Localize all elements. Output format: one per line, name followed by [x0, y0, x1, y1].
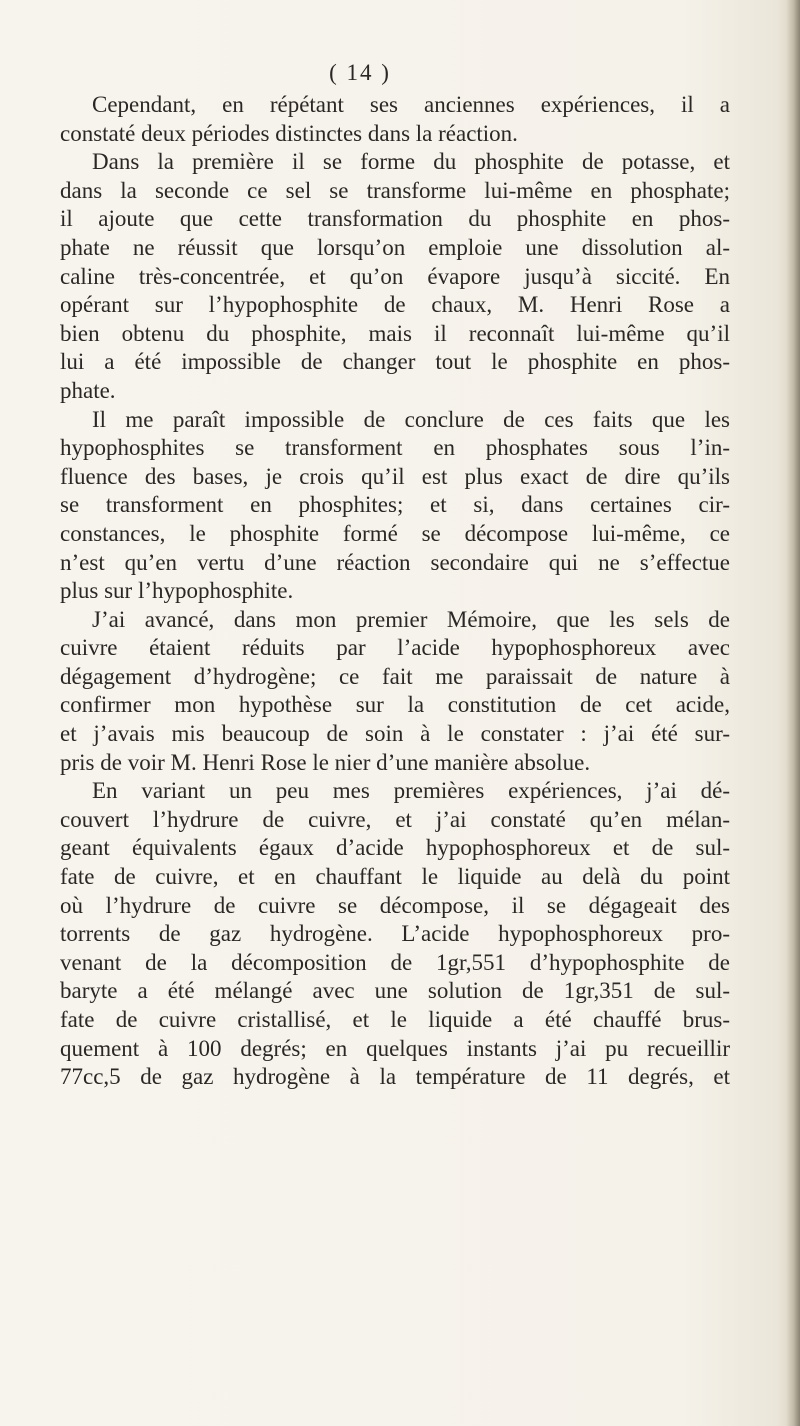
text-line: confirmer mon hypothèse sur la constitution de cet acide, [60, 692, 730, 718]
text-line: où l’hydrure de cuivre se décompose, il se dégageait des [60, 892, 730, 918]
text-line: couvert l’hydrure de cuivre, et j’ai constaté qu’en mélan- [60, 806, 730, 832]
text-line: bien obtenu du phosphite, mais il reconnaît lui-même qu’il [60, 320, 730, 346]
text-line: En variant un peu mes premières expériences, j’ai dé- [92, 778, 730, 804]
text-line: plus sur l’hypophosphite. [60, 578, 294, 604]
text-line: cuivre étaient réduits par l’acide hypophosphoreux avec [60, 635, 730, 661]
text-line: hypophosphites se transforment en phosphates sous l’in- [60, 435, 730, 461]
text-line: 77cc,5 de gaz hydrogène à la température de 11 degrés, et [60, 1064, 730, 1090]
text-line: quement à 100 degrés; en quelques instants j’ai pu recueillir [60, 1035, 730, 1061]
text-line: venant de la décomposition de 1gr,551 d’hypophosphite de [60, 949, 730, 975]
text-line: pris de voir M. Henri Rose le nier d’une manière absolue. [60, 749, 591, 775]
text-line: dégagement d’hydrogène; ce fait me paraissait de nature à [60, 663, 730, 689]
text-line: constaté deux périodes distinctes dans la réaction. [60, 120, 518, 146]
text-line: J’ai avancé, dans mon premier Mémoire, que les sels de [92, 606, 730, 632]
text-line: Dans la première il se forme du phosphite de potasse, et [92, 149, 730, 175]
text-line: se transforment en phosphites; et si, dans certaines cir- [60, 492, 730, 518]
text-line: fate de cuivre cristallisé, et le liquide a été chauffé brus- [60, 1007, 730, 1032]
text-line: caline très-concentrée, et qu’on évapore jusqu’à siccité. En [60, 263, 730, 289]
body-text [60, 91, 730, 1092]
text-line: phate. [60, 377, 116, 403]
text-line: baryte a été mélangé avec une solution de 1gr,351 de sul- [60, 978, 730, 1004]
text-line: geant équivalents égaux d’acide hypophosphoreux et de sul- [60, 835, 730, 861]
page-number: ( 14 ) [329, 60, 391, 85]
text-line: il ajoute que cette transformation du phosphite en phos- [60, 206, 730, 232]
text-line: phate ne réussit que lorsqu’on emploie une dissolution al- [60, 234, 730, 260]
text-line: fluence des bases, je crois qu’il est plus exact de dire qu’ils [60, 463, 730, 489]
text-line: opérant sur l’hypophosphite de chaux, M. Henri Rose a [60, 292, 730, 318]
text-line: constances, le phosphite formé se décompose lui-même, ce [60, 520, 730, 546]
text-line: fate de cuivre, et en chauffant le liquide au delà du point [60, 864, 730, 890]
text-line: et j’avais mis beaucoup de soin à le constater : j’ai été sur- [60, 721, 730, 747]
text-line: torrents de gaz hydrogène. L’acide hypophosphoreux pro- [60, 921, 730, 947]
text-line: n’est qu’en vertu d’une réaction secondaire qui ne s’effectue [60, 549, 730, 575]
page-edge [786, 0, 800, 1426]
text-line: Cependant, en répétant ses anciennes expériences, il a [92, 92, 730, 117]
text-line: lui a été impossible de changer tout le phosphite en phos- [60, 349, 730, 375]
text-line: Il me paraît impossible de conclure de ces faits que les [92, 406, 730, 432]
text-line: dans la seconde ce sel se transforme lui-même en phosphate; [60, 177, 730, 203]
